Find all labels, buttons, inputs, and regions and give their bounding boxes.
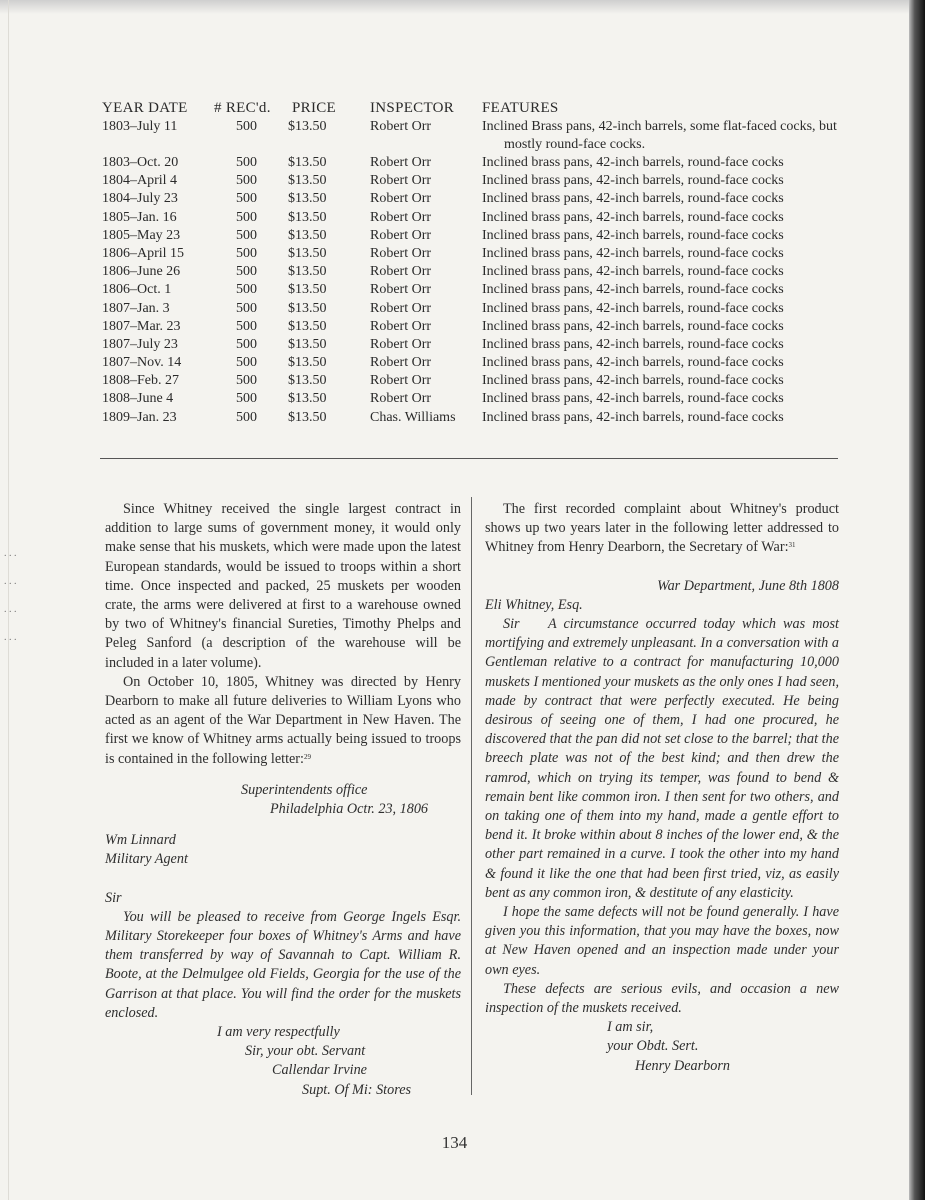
cell-features-text: Inclined brass pans, 42-inch barrels, round-face cocks xyxy=(482,264,784,280)
page-top-shadow xyxy=(0,0,909,14)
cell-received: 500 xyxy=(236,409,257,425)
cell-inspector: Robert Orr xyxy=(370,282,432,298)
letter-closing-1: I am very respectfully xyxy=(217,1024,340,1041)
cell-price: $13.50 xyxy=(288,209,327,225)
cell-received: 500 xyxy=(236,245,257,261)
letter-addressee-name: Wm Linnard xyxy=(105,832,176,849)
cell-price: $13.50 xyxy=(288,119,327,134)
cell-features-text: Inclined brass pans, 42-inch barrels, round-face cocks xyxy=(482,300,784,316)
letter-signature: Henry Dearborn xyxy=(635,1057,730,1074)
cell-features-text: Inclined brass pans, 42-inch barrels, round-face cocks xyxy=(482,155,784,170)
header-received: # REC'd. xyxy=(214,100,271,116)
table-row xyxy=(102,281,842,299)
letter-heading-date: Philadelphia Octr. 23, 1806 xyxy=(270,801,429,818)
cell-inspector: Robert Orr xyxy=(370,318,432,334)
table-header-row xyxy=(102,99,842,118)
table-row xyxy=(102,372,842,390)
cell-date: 1805–Jan. 16 xyxy=(102,209,177,225)
cell-price: $13.50 xyxy=(288,173,327,189)
cell-features-text: Inclined brass pans, 42-inch barrels, round-face cocks xyxy=(482,318,784,334)
letter-dateline: War Department, June 8th 1808 xyxy=(657,577,839,594)
cell-features-text: Inclined brass pans, 42-inch barrels, round-face cocks xyxy=(482,209,784,225)
cell-price: $13.50 xyxy=(288,264,327,280)
cell-inspector: Robert Orr xyxy=(370,245,432,261)
spacer xyxy=(105,819,461,831)
footnote-29: 29 xyxy=(303,752,311,761)
footnote-31: 31 xyxy=(788,541,796,550)
cell-features xyxy=(482,409,842,427)
cell-date: 1808–Feb. 27 xyxy=(102,373,179,389)
letter-closing-2: Sir, your obt. Servant xyxy=(245,1043,366,1060)
table-row xyxy=(102,245,842,263)
cell-price: $13.50 xyxy=(288,245,327,261)
cell-received: 500 xyxy=(236,209,257,225)
cell-received: 500 xyxy=(236,300,257,316)
right-paragraph-1-text: The first recorded complaint about Whitney's product shows up two years later in the following letter addressed to Whitney from Henry Dearborn, the Secretary of War: xyxy=(485,501,839,556)
cell-inspector: Robert Orr xyxy=(370,355,432,371)
cell-received: 500 xyxy=(236,282,257,298)
cell-features xyxy=(482,118,842,154)
cell-price: $13.50 xyxy=(288,373,327,389)
cell-date: 1808–June 4 xyxy=(102,391,174,407)
cell-price: $13.50 xyxy=(288,355,327,371)
cell-features xyxy=(482,281,842,299)
cell-inspector: Robert Orr xyxy=(370,191,432,207)
cell-features xyxy=(482,318,842,336)
left-paragraph-1: Since Whitney received the single largest contract in addition to large sums of government money, it would only make sense that his muskets, which were made upon the latest European standards, would be issued to troops within a short time. Once inspected and packed, 25 muskets per wooden crate, the arms were delivered at first to a warehouse owned by two of Whitney's financial Sureties, Timothy Phelps and Peleg Sanford (a description of the warehouse will be included in a later volume). xyxy=(105,501,461,671)
cell-price: $13.50 xyxy=(288,191,327,207)
cell-received: 500 xyxy=(236,264,257,280)
letter-body-2: I hope the same defects will not be found generally. I have given you this information, that you may have the boxes, now at New Haven opened and an inspection made under your own eyes. xyxy=(485,904,839,978)
header-inspector: INSPECTOR xyxy=(370,100,455,116)
cell-features xyxy=(482,336,842,354)
table-row xyxy=(102,190,842,208)
table-row xyxy=(102,300,842,318)
column-divider xyxy=(471,497,472,1095)
cell-features xyxy=(482,154,842,172)
spacer xyxy=(105,870,461,889)
table-row xyxy=(102,118,842,155)
cell-inspector: Robert Orr xyxy=(370,264,432,280)
page-number: 134 xyxy=(441,1133,468,1152)
cell-date: 1807–Mar. 23 xyxy=(102,318,181,334)
letter-signature: Callendar Irvine xyxy=(272,1062,367,1079)
cell-inspector: Robert Orr xyxy=(370,227,432,243)
cell-features-text: Inclined brass pans, 42-inch barrels, round-face cocks xyxy=(482,391,784,407)
cell-date: 1809–Jan. 23 xyxy=(102,409,177,425)
cell-features-text: Inclined brass pans, 42-inch barrels, round-face cocks xyxy=(482,355,784,371)
letter-body: You will be pleased to receive from George Ingels Esqr. Military Storekeeper four boxes of Whitney's Arms and have them transferred by way of Savannah to Capt. William R. Boote, at the Delmulgee old Fields, Georgia for the use of the Garrison at that place. You will find the order for the muskets enclosed. xyxy=(105,908,461,1021)
deliveries-table xyxy=(102,99,842,427)
cell-features-text: Inclined brass pans, 42-inch barrels, round-face cocks xyxy=(482,336,784,352)
header-price: PRICE xyxy=(292,100,337,116)
cell-price: $13.50 xyxy=(288,336,327,352)
cell-inspector: Robert Orr xyxy=(370,300,432,316)
cell-date: 1806–April 15 xyxy=(102,245,185,261)
table-row xyxy=(102,409,842,427)
cell-received: 500 xyxy=(236,318,257,334)
cell-date: 1807–Nov. 14 xyxy=(102,355,182,371)
table-body xyxy=(102,118,842,427)
cell-date: 1806–June 26 xyxy=(102,264,181,280)
header-features: FEATURES xyxy=(482,100,559,116)
letter-heading-office: Superintendents office xyxy=(241,781,368,798)
cell-inspector: Robert Orr xyxy=(370,391,432,407)
cell-inspector: Robert Orr xyxy=(370,173,432,189)
cell-features xyxy=(482,245,842,263)
cell-inspector: Robert Orr xyxy=(370,373,432,389)
cell-date: 1806–Oct. 1 xyxy=(102,282,172,298)
cell-date: 1803–Oct. 20 xyxy=(102,155,179,170)
cell-price: $13.50 xyxy=(288,155,327,170)
letter-body-1 xyxy=(485,615,839,903)
cell-date: 1804–July 23 xyxy=(102,191,178,207)
margin-marks: . . . . . . . . . . . . xyxy=(4,548,17,643)
cell-date: 1807–Jan. 3 xyxy=(102,300,170,316)
cell-received: 500 xyxy=(236,336,257,352)
book-binding-edge xyxy=(909,0,925,1200)
cell-date: 1804–April 4 xyxy=(102,173,178,189)
table-row xyxy=(102,209,842,227)
letter-body-3: These defects are serious evils, and occasion a new inspection of the muskets received. xyxy=(485,980,839,1017)
cell-date: 1803–July 11 xyxy=(102,119,178,134)
cell-inspector: Robert Orr xyxy=(370,155,432,170)
table-row xyxy=(102,354,842,372)
cell-features-text: Inclined brass pans, 42-inch barrels, round-face cocks xyxy=(482,282,784,298)
letter-closing-1: I am sir, xyxy=(607,1019,654,1036)
cell-price: $13.50 xyxy=(288,318,327,334)
spacer xyxy=(485,558,839,577)
cell-received: 500 xyxy=(236,373,257,389)
cell-received: 500 xyxy=(236,391,257,407)
cell-received: 500 xyxy=(236,155,257,170)
cell-received: 500 xyxy=(236,191,257,207)
table-row xyxy=(102,154,842,172)
cell-received: 500 xyxy=(236,119,257,134)
cell-inspector: Chas. Williams xyxy=(370,409,456,425)
cell-features-text: Inclined brass pans, 42-inch barrels, round-face cocks xyxy=(482,191,784,207)
cell-features-text: Inclined Brass pans, 42-inch barrels, some flat-faced cocks, but mostly round-face cocks. xyxy=(482,119,837,152)
cell-inspector: Robert Orr xyxy=(370,209,432,225)
cell-features xyxy=(482,354,842,372)
cell-features-text: Inclined brass pans, 42-inch barrels, round-face cocks xyxy=(482,373,784,389)
cell-date: 1807–July 23 xyxy=(102,336,178,352)
cell-inspector: Robert Orr xyxy=(370,119,432,134)
left-column xyxy=(105,500,461,1100)
spacer xyxy=(105,769,461,781)
cell-features xyxy=(482,372,842,390)
letter-addressee: Eli Whitney, Esq. xyxy=(485,596,583,613)
table-row xyxy=(102,318,842,336)
table-row xyxy=(102,172,842,190)
cell-features xyxy=(482,172,842,190)
table-row xyxy=(102,227,842,245)
letter-sir: Sir xyxy=(503,616,520,633)
letter-salutation: Sir xyxy=(105,889,122,906)
cell-received: 500 xyxy=(236,355,257,371)
table-bottom-rule xyxy=(100,458,838,459)
letter-signature-title: Supt. Of Mi: Stores xyxy=(302,1081,412,1098)
cell-features-text: Inclined brass pans, 42-inch barrels, round-face cocks xyxy=(482,409,784,425)
letter-closing-2: your Obdt. Sert. xyxy=(607,1038,699,1055)
cell-features xyxy=(482,263,842,281)
cell-features-text: Inclined brass pans, 42-inch barrels, round-face cocks xyxy=(482,245,784,261)
left-paragraph-2-text: On October 10, 1805, Whitney was directed by Henry Dearborn to make all future deliveries to William Lyons who acted as an agent of the War Department in New Haven. The first we know of Whitney arms actually being issued to troops is contained in the following letter: xyxy=(105,673,461,767)
cell-price: $13.50 xyxy=(288,391,327,407)
cell-features xyxy=(482,227,842,245)
cell-received: 500 xyxy=(236,227,257,243)
cell-price: $13.50 xyxy=(288,409,327,425)
cell-features xyxy=(482,390,842,408)
cell-features xyxy=(482,209,842,227)
cell-features xyxy=(482,300,842,318)
cell-received: 500 xyxy=(236,173,257,189)
cell-price: $13.50 xyxy=(288,282,327,298)
letter-addressee-title: Military Agent xyxy=(105,851,188,868)
left-paragraph-2 xyxy=(105,673,461,769)
table-row xyxy=(102,336,842,354)
cell-price: $13.50 xyxy=(288,300,327,316)
cell-features xyxy=(482,190,842,208)
letter-body-1-text: A circumstance occurred today which was most mortifying and extremely unpleasant. In a conversation with a Gentleman relative to a contract for manufacturing 10,000 muskets I mentioned your muskets as the only ones I had seen, made by contract that were perfectly executed. He being desirous of seeing one of them, I had one procured, he discovered that the pan did not set close to the barrel; that the breech plate was not of the best kind; and then drew the ramrod, which on trying its temper, was found to bend & remain bent like common iron. I then sent for two others, and on taking one of them into my hand, made a gentle effort to bend it. It broke within about 8 inches of the lower end, & the other part remained in a curve. I took the other into my hand & found it like the one that had been first tried, viz, as easily bent as any common iron, & destitute of any elasticity. xyxy=(485,616,839,901)
header-year-date: YEAR DATE xyxy=(102,100,188,116)
cell-features-text: Inclined brass pans, 42-inch barrels, round-face cocks xyxy=(482,173,784,189)
cell-price: $13.50 xyxy=(288,227,327,243)
table-row xyxy=(102,263,842,281)
cell-date: 1805–May 23 xyxy=(102,227,181,243)
cell-features-text: Inclined brass pans, 42-inch barrels, round-face cocks xyxy=(482,227,784,243)
table-row xyxy=(102,390,842,408)
right-paragraph-1 xyxy=(485,500,839,558)
cell-inspector: Robert Orr xyxy=(370,336,432,352)
right-column xyxy=(485,500,839,1076)
